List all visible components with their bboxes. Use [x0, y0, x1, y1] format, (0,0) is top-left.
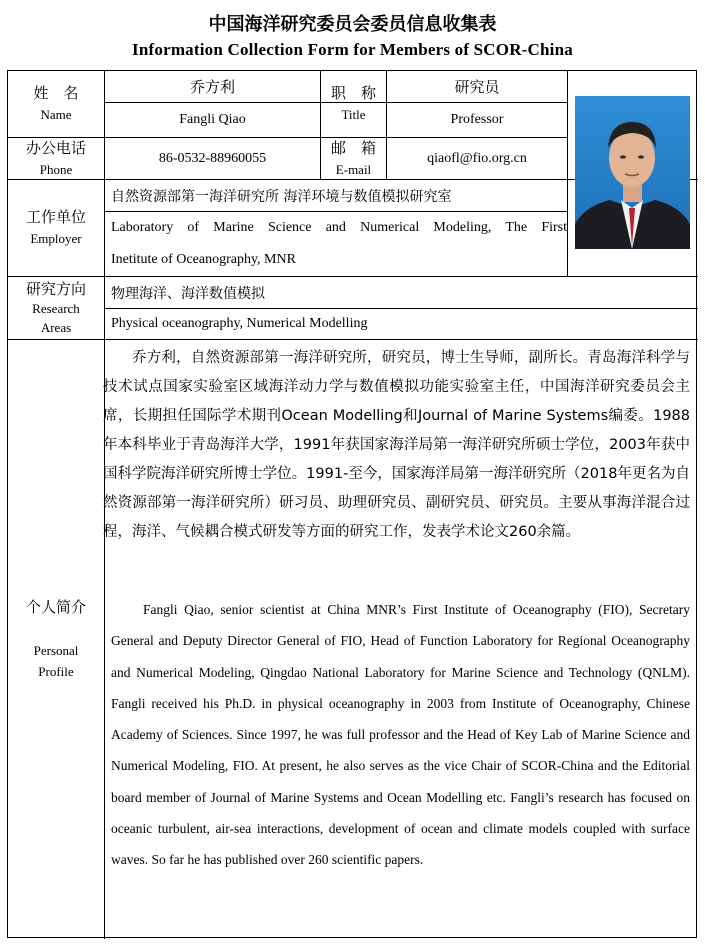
name-label: [8, 71, 104, 137]
title-value-cn: 研究员: [454, 78, 500, 96]
profile-label-en2: Profile: [38, 664, 74, 679]
research-value-cn: 物理海洋、海洋数值模拟: [111, 285, 265, 302]
title-label-cn: 职 称: [330, 84, 376, 102]
research-label-en1: Research: [32, 300, 80, 316]
email-label: [321, 138, 386, 179]
employer-label: [8, 180, 104, 276]
phone-label-cn: 办公电话: [25, 138, 86, 157]
profile-text-cn: 乔方利，自然资源部第一海洋研究所，研究员，博士生导师，副所长。青岛海洋科学与技术试点国家实验室区域海洋动力学与数值模拟功能实验室主任，中国海洋研究委员会主席，长期担任国际学术期刊Ocean Modelling和Journal of Marine Systems编委。1988年本科毕业于青岛海洋大学，1991年获国家海洋局第一海洋研究所硕士学位，2003年获中国科学院海洋研究所博士学位。1991-至今，国家海洋局第一海洋研究所（2018年更名为自然资源部第一海洋研究所）研习员、助理研究员、副研究员、研究员。主要从事海洋混合过程，海洋、气候耦合模式研发等方面的研究工作，发表学术论文260余篇。: [103, 350, 690, 540]
name-value-cn: 乔方利: [189, 78, 235, 96]
phone-value: 86-0532-88960055: [158, 150, 267, 166]
form-title-en: Information Collection Form for Members of SCOR-China: [132, 40, 573, 59]
research-label: [8, 277, 104, 339]
research-label-cn: 研究方向: [25, 279, 86, 298]
name-label-cn: 姓 名: [33, 84, 79, 102]
email-value: qiaofl@fio.org.cn: [427, 150, 527, 166]
email-label-en: E-mail: [335, 161, 372, 177]
portrait-image: [575, 96, 690, 249]
employer-label-en: Employer: [30, 231, 82, 246]
phone-label: [8, 138, 104, 179]
phone-label-en: Phone: [39, 161, 73, 177]
form-title-cn: 中国海洋研究委员会委员信息收集表: [208, 14, 497, 35]
title-value-en: Professor: [450, 112, 504, 127]
research-value-en: Physical oceanography, Numerical Modelling: [111, 316, 368, 331]
title-label: [321, 71, 386, 137]
employer-value-cn: 自然资源部第一海洋研究所 海洋环境与数值模拟研究室: [111, 188, 452, 205]
employer-en-line2: Inetitute of Oceanography, MNR: [111, 252, 296, 267]
employer-value-en: [111, 212, 567, 276]
email-label-cn: 邮 箱: [330, 138, 376, 157]
name-value-en: Fangli Qiao: [179, 112, 246, 127]
title-label-en: Title: [341, 107, 366, 122]
profile-label-en1: Personal: [33, 643, 79, 658]
employer-en-line1: Laboratory of Marine Science and Numerical Modeling, The First: [111, 220, 567, 235]
research-label-en2: Areas: [40, 319, 72, 335]
employer-label-cn: 工作单位: [25, 208, 86, 226]
member-photo: [575, 96, 690, 249]
profile-label-cn: 个人简介: [25, 598, 86, 616]
profile-label: [8, 340, 104, 939]
profile-text-en: Fangli Qiao, senior scientist at China MNR’s First Institute of Oceanography (FIO), Secretary General and Deputy Director General of FIO, Head of Function Laboratory for Regional Oceanography and Numerical Modeling, Qingdao National Laboratory for Marine Science and Technology (QNLM). Fangli received his Ph.D. in physical oceanography in 2003 from Institute of Oceanography, Chinese Academy of Sciences. Since 1997, he was full professor and the Head of Key Lab of Marine Science and Numerical Modeling, FIO. At present, he also serves as the vice Chair of SCOR-China and the Editorial board member of Journal of Marine Systems and Ocean Modelling etc. Fangli’s research has focused on oceanic turbulent, air-sea interactions, development of ocean and climate models coupled with surface waves. So far he has published over 260 scientific papers.: [111, 602, 690, 868]
name-label-en: Name: [40, 107, 72, 122]
